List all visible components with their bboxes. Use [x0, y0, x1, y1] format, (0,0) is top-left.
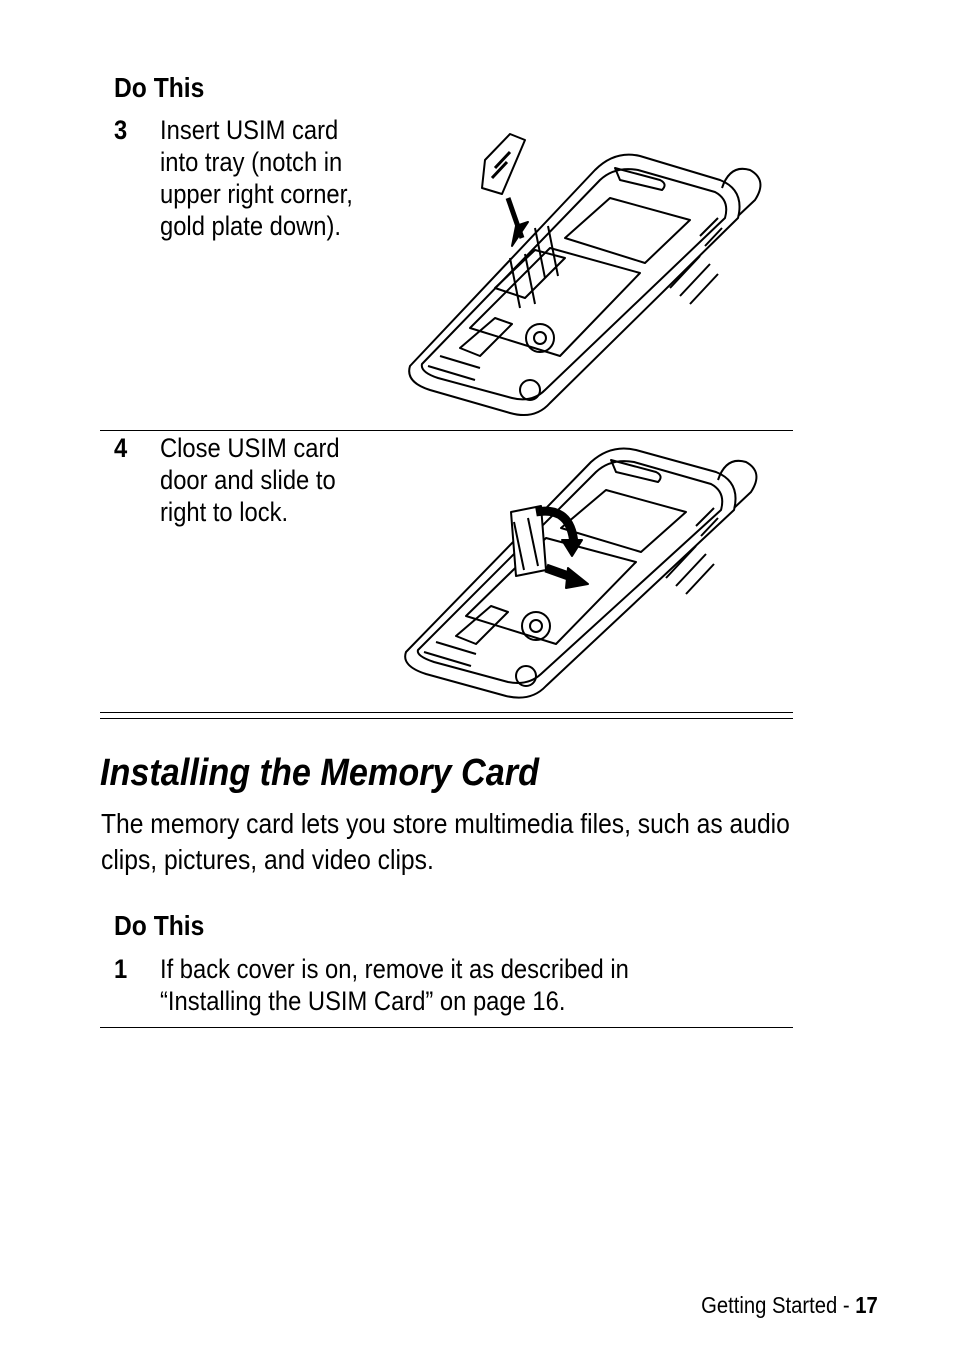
footer-separator: - [837, 1292, 856, 1318]
page-footer [701, 1292, 878, 1319]
step-number: 1 [114, 954, 128, 984]
table-bottom-rule [100, 718, 793, 719]
table-bottom-rule [100, 1027, 793, 1028]
step-instruction: If back cover is on, remove it as described in “Installing the USIM Card” on page 16. [160, 954, 629, 1016]
usim-door-close-illustration [396, 440, 770, 702]
usim-insert-illustration [400, 128, 770, 420]
table-bottom-rule [100, 712, 793, 713]
footer-section-name: Getting Started [701, 1292, 838, 1318]
step-number: 3 [114, 115, 128, 145]
step-instruction: Close USIM card door and slide to right to lock. [160, 433, 340, 527]
step-number: 4 [114, 433, 128, 463]
section-title: Installing the Memory Card [100, 752, 539, 794]
page-number: 17 [855, 1292, 878, 1318]
do-this-heading: Do This [114, 72, 205, 103]
step-instruction: Insert USIM card into tray (notch in upper right corner, gold plate down). [160, 115, 353, 241]
do-this-heading: Do This [114, 910, 205, 941]
table-row-divider [100, 430, 793, 431]
section-intro: The memory card lets you store multimedia files, such as audio clips, pictures, and video clips. [101, 808, 790, 875]
